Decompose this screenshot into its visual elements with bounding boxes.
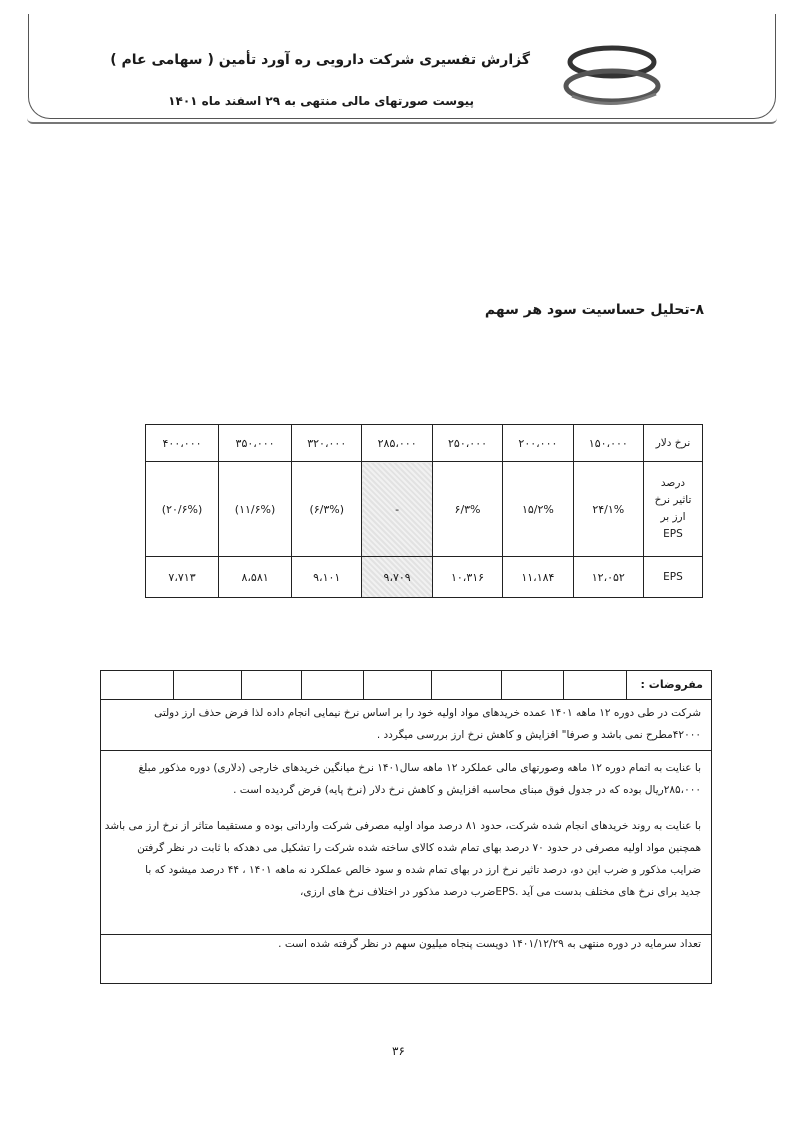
rate-cell: ۲۵۰،۰۰۰ <box>432 425 502 462</box>
assumption-paragraph <box>101 700 711 751</box>
paragraph-line: شرکت در طی دوره ۱۲ ماهه ۱۴۰۱ عمده خریدهای مواد اولیه خود را بر اساس نرخ نیمایی انجام داده لذا فرض حذف ارز دولتی <box>154 707 701 719</box>
empty-cell <box>173 671 174 699</box>
row-header-rate: نرخ دلار <box>644 425 703 462</box>
assumption-paragraph <box>101 933 711 955</box>
paragraph-line: با عنایت به روند خریدهای انجام شده شرکت، حدود ۸۱ درصد مواد اولیه مصرفی شرکت وارداتی بوده و مستقیما متاثر از نرخ ارز می باشد <box>104 820 701 832</box>
eps-cell: ۷،۷۱۳ <box>146 557 219 598</box>
empty-cell <box>501 671 502 699</box>
table-row <box>146 462 703 557</box>
paragraph-line: جدید برای نرخ های مختلف بدست می آید .EPSضرب درصد مذکور در اختلاف نرخ های ارزی، <box>300 886 701 898</box>
impact-cell: ۱۵/۲% <box>503 462 573 557</box>
row-header-impact <box>644 462 703 557</box>
impact-cell: ۲۴/۱% <box>573 462 643 557</box>
rate-cell: ۳۲۰،۰۰۰ <box>292 425 362 462</box>
impact-cell: (۶/۳%) <box>292 462 362 557</box>
assumptions-box <box>100 670 712 984</box>
paragraph-line: با عنایت به اتمام دوره ۱۲ ماهه وصورتهای مالی عملکرد ۱۲ ماهه سال۱۴۰۱ نرخ میانگین خریدهای خارجی (دلاری) دوره مذکور مبلغ <box>138 762 701 774</box>
table-row <box>146 557 703 598</box>
empty-cell <box>563 671 564 699</box>
impact-cell: (۱۱/۶%) <box>219 462 292 557</box>
empty-cell <box>626 671 627 699</box>
row-header-impact-line: EPS <box>663 528 683 540</box>
page-number: ۳۶ <box>392 1044 405 1058</box>
eps-cell: ۱۲،۰۵۲ <box>573 557 643 598</box>
rate-cell: ۲۸۵،۰۰۰ <box>362 425 432 462</box>
table-row <box>146 425 703 462</box>
assumptions-label: مفروضات : <box>640 678 703 691</box>
assumption-paragraph <box>101 751 711 935</box>
report-title: گزارش تفسیری شرکت دارویی ره آورد تأمین ( سهامی عام ) <box>110 52 530 68</box>
eps-cell: ۹،۱۰۱ <box>292 557 362 598</box>
rate-cell: ۴۰۰،۰۰۰ <box>146 425 219 462</box>
rate-cell: ۱۵۰،۰۰۰ <box>573 425 643 462</box>
row-header-impact-line: ارز بر <box>660 511 686 523</box>
eps-cell: ۱۰،۳۱۶ <box>432 557 502 598</box>
empty-cell <box>431 671 432 699</box>
eps-sensitivity-table <box>145 424 703 598</box>
empty-cell <box>241 671 242 699</box>
eps-cell: ۸،۵۸۱ <box>219 557 292 598</box>
rate-cell: ۲۰۰،۰۰۰ <box>503 425 573 462</box>
rate-cell: ۳۵۰،۰۰۰ <box>219 425 292 462</box>
row-header-impact-line: تاثیر نرخ <box>654 494 692 506</box>
section-title: ۸-تحلیل حساسیت سود هر سهم <box>484 302 704 318</box>
paragraph-line: همچنین مواد اولیه مصرفی در حدود ۷۰ درصد بهای تمام شده کالای ساخته شده شرکت را تشکیل می دهدکه با ثابت در نظر گرفتن <box>137 842 701 854</box>
spacer <box>101 801 711 815</box>
paragraph-line: ۲۸۵،۰۰۰ریال بوده که در جدول فوق مبنای محاسبه افزایش و کاهش نرخ دلار (نرخ پایه) فرض گردیده است . <box>233 784 701 796</box>
assumptions-header-row <box>101 671 711 700</box>
impact-cell: (۲۰/۶%) <box>146 462 219 557</box>
row-header-eps: EPS <box>644 557 703 598</box>
empty-cell <box>363 671 364 699</box>
row-header-impact-line: درصد <box>660 477 686 489</box>
impact-cell: ۶/۳% <box>432 462 502 557</box>
report-subtitle: پیوست صورتهای مالی منتهی به ۲۹ اسفند ماه ۱۴۰۱ <box>168 94 474 108</box>
eps-cell: ۱۱،۱۸۴ <box>503 557 573 598</box>
eps-cell-base: ۹،۷۰۹ <box>362 557 432 598</box>
paragraph-line: ۴۲۰۰۰مطرح نمی باشد و صرفا" افزایش و کاهش نرخ ارز بررسی میگردد . <box>376 729 701 741</box>
paragraph-line: تعداد سرمایه در دوره منتهی به ۱۴۰۱/۱۲/۲۹ دویست پنجاه میلیون سهم در نظر گرفته شده است . <box>278 938 701 950</box>
paragraph-line: ضرایب مذکور و ضرب این دو، درصد تاثیر نرخ ارز در بهای تمام شده و سود خالص عملکرد نه ماهه ۱۴۰۱ ، ۴۴ درصد میشود که با <box>145 864 701 876</box>
impact-cell-base: - <box>362 462 432 557</box>
company-logo-icon <box>552 40 672 110</box>
empty-cell <box>301 671 302 699</box>
